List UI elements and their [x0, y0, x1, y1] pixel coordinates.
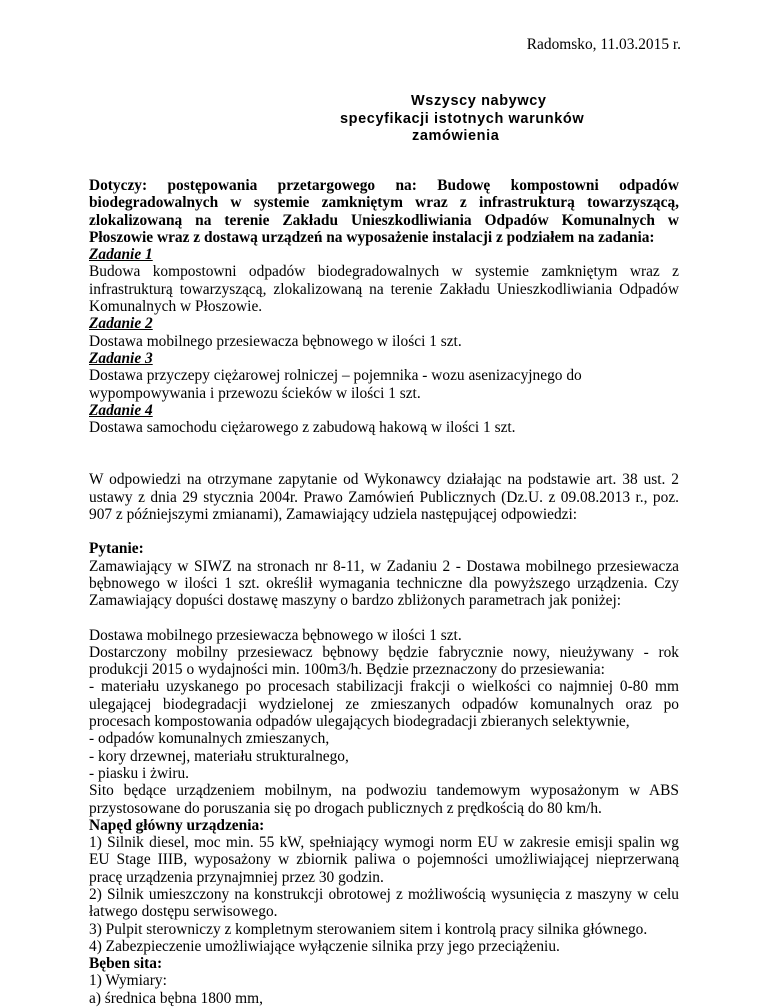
spec-item: 3) Pulpit sterowniczy z kompletnym sterowaniem sitem i kontrolą pracy silnika głównego. [89, 920, 648, 938]
subject-paragraph: Dotyczy: postępowania przetargowego na: Budowę kompostowni odpadów biodegradowalnych w systemie zamkniętym wraz z infrastrukturą towarzyszącą, zlokalizowaną na terenie Zakładu Unieszkodliwiania Odpadów Komunalnych w Płoszowie wraz z dostawą urządzeń na wyposażenie instalacji z podziałem na zadania: [89, 177, 679, 246]
title-line: zamówienia [412, 128, 500, 144]
task-heading: Zadanie 4 [89, 401, 153, 419]
spec-line: Dostawa mobilnego przesiewacza bębnowego w ilości 1 szt. [89, 626, 462, 644]
document-body [89, 177, 679, 1007]
question-label: Pytanie: [89, 540, 144, 558]
title-line: specyfikacji istotnych warunków [340, 110, 585, 127]
spec-line: Dostarczony mobilny przesiewacz bębnowy będzie fabrycznie nowy, nieużywany - rok produkcji 2015 o wydajności min. 100m3/h. Będzie przeznaczony do przesiewania: [89, 643, 679, 679]
section-heading: Bęben sita: [89, 955, 163, 973]
task-heading: Zadanie 2 [89, 315, 153, 333]
spec-line: - kory drzewnej, materiału strukturalnego, [89, 747, 349, 765]
spec-line: - odpadów komunalnych zmieszanych, [89, 730, 330, 748]
spec-item: 2) Silnik umieszczony na konstrukcji obrotowej z możliwością wysunięcia z maszyny w celu łatwego dostępu serwisowego. [89, 885, 679, 921]
task-description: Dostawa mobilnego przesiewacza bębnowego w ilości 1 szt. [89, 332, 462, 350]
question-text: Zamawiający w SIWZ na stronach nr 8-11, w Zadaniu 2 - Dostawa mobilnego przesiewacza bębnowego w ilości 1 szt. określił wymagania techniczne dla powyższego urządzenia. Czy Zamawiający dopuści dostawę maszyny o bardzo zbliżonych parametrach jak poniżej: [89, 557, 679, 610]
section-heading: Napęd główny urządzenia: [89, 816, 265, 834]
spec-item: a) średnica bębna 1800 mm, [89, 989, 263, 1007]
task-heading: Zadanie 1 [89, 246, 153, 264]
document-date: Radomsko, 11.03.2015 r. [526, 36, 681, 53]
spec-line: - materiału uzyskanego po procesach stabilizacji frakcji o wielkości co najmniej 0-80 mm ulegającej biodegradacji wydzielonej ze zmieszanych odpadów komunalnych oraz po procesach kompostowania odpadów ulegających biodegradacji zbieranych selektywnie, [89, 678, 679, 731]
task-description: Dostawa przyczepy ciężarowej rolniczej – pojemnika - wozu asenizacyjnego do wypompowywania i przewozu ścieków w ilości 1 szt. [89, 367, 582, 402]
spec-line: - piasku i żwiru. [89, 764, 190, 782]
task-description: Dostawa samochodu ciężarowego z zabudową hakową w ilości 1 szt. [89, 419, 516, 437]
title-line: Wszyscy nabywcy [411, 93, 547, 109]
spec-item: 1) Silnik diesel, moc min. 55 kW, spełniający wymogi norm EU w zakresie emisji spalin wg EU Stage IIIB, wyposażony w zbiornik paliwa o pojemności umożliwiającej nieprzerwaną pracę urządzenia przynajmniej przez 30 godzin. [89, 834, 679, 886]
task-heading: Zadanie 3 [89, 349, 153, 367]
spec-item: 1) Wymiary: [89, 972, 167, 990]
spec-item: 4) Zabezpieczenie umożliwiające wyłączenie silnika przy jego przeciążeniu. [89, 937, 560, 955]
response-intro: W odpowiedzi na otrzymane zapytanie od Wykonawcy działając na podstawie art. 38 ust. 2 ustawy z dnia 29 stycznia 2004r. Prawo Zamówień Publicznych (Dz.U. z 09.08.2013 r., poz. 907 z późniejszymi zmianami), Zamawiający udziela następującej odpowiedzi: [89, 471, 679, 524]
task-description: Budowa kompostowni odpadów biodegradowalnych w systemie zamkniętym wraz z infrastrukturą towarzyszącą, zlokalizowaną na terenie Zakładu Unieszkodliwiania Odpadów Komunalnych w Płoszowie. [89, 263, 679, 316]
spec-line: Sito będące urządzeniem mobilnym, na podwoziu tandemowym wyposażonym w ABS przystosowane do poruszania się po drogach publicznych z prędkością do 80 km/h. [89, 782, 679, 817]
